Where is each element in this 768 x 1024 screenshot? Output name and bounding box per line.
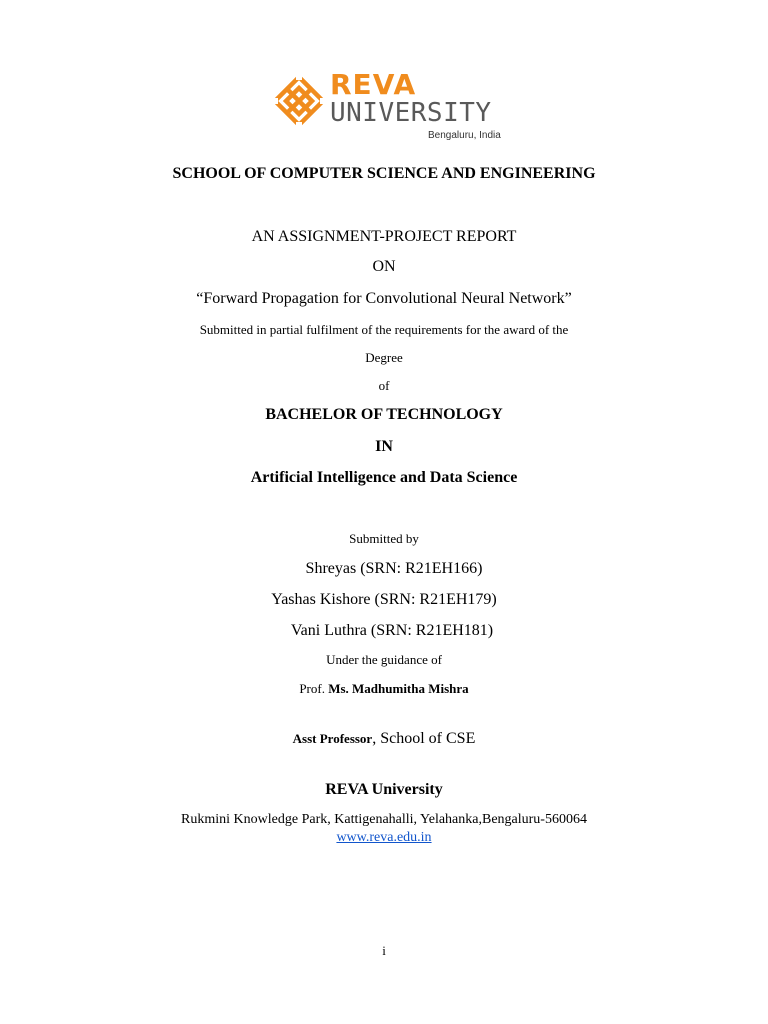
in-label: IN — [375, 438, 393, 455]
of-label: of — [378, 378, 390, 393]
submitted-by-label: Submitted by — [349, 531, 419, 546]
student-3: Vani Luthra (SRN: R21EH181) — [290, 622, 494, 639]
guide-prefix: Prof. — [299, 681, 325, 696]
guide-role: Asst Professor — [292, 731, 373, 746]
school-heading: SCHOOL OF COMPUTER SCIENCE AND ENGINEERING — [172, 165, 596, 182]
website-line — [0, 830, 768, 846]
on-label: ON — [372, 258, 396, 275]
guide-line — [0, 681, 768, 697]
specialization: Artificial Intelligence and Data Science — [250, 469, 518, 486]
logo-location: Bengaluru, India — [428, 130, 501, 141]
student-1: Shreyas (SRN: R21EH166) — [305, 560, 483, 577]
report-type: AN ASSIGNMENT-PROJECT REPORT — [251, 228, 517, 245]
report-title: “Forward Propagation for Convolutional Neural Network” — [196, 290, 572, 307]
guide-dept: , School of CSE — [372, 730, 476, 747]
logo-text-university: UNIVERSITY — [330, 98, 492, 128]
guide-designation — [0, 730, 768, 748]
page-number: i — [382, 943, 386, 958]
degree-name: BACHELOR OF TECHNOLOGY — [265, 406, 503, 423]
university-logo — [268, 66, 508, 146]
reva-knot-logo-icon — [272, 74, 326, 128]
university-address: Rukmini Knowledge Park, Kattigenahalli, Yelahanka,Bengaluru-560064 — [181, 812, 587, 827]
university-name: REVA University — [325, 781, 443, 798]
submission-line-2: Degree — [365, 350, 403, 365]
submission-line-1: Submitted in partial fulfilment of the requirements for the award of the — [199, 322, 569, 337]
guidance-label: Under the guidance of — [326, 652, 442, 667]
student-2: Yashas Kishore (SRN: R21EH179) — [271, 591, 497, 608]
website-link[interactable]: www.reva.edu.in — [336, 830, 432, 845]
guide-name: Ms. Madhumitha Mishra — [328, 681, 469, 696]
logo-text-reva: REVA — [330, 68, 417, 101]
